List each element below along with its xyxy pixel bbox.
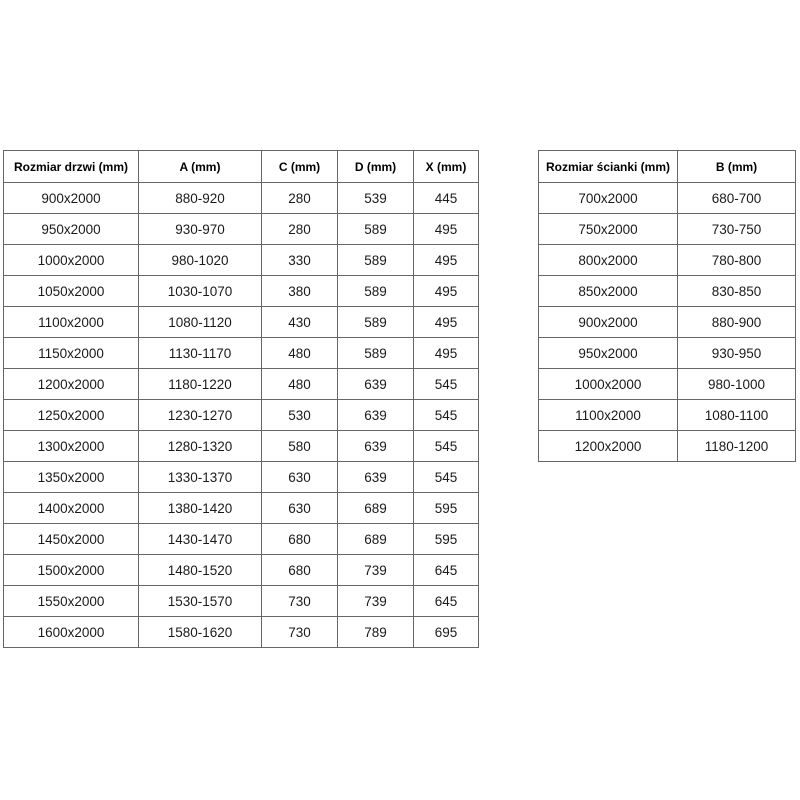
table-row [4, 276, 479, 307]
table-cell: 595 [414, 493, 479, 524]
table-cell: 545 [414, 400, 479, 431]
table-cell: 589 [338, 276, 414, 307]
table-cell: 689 [338, 493, 414, 524]
table-cell: 900x2000 [539, 307, 678, 338]
table-cell: 430 [262, 307, 338, 338]
table-cell: 445 [414, 183, 479, 214]
table-cell: 1430-1470 [139, 524, 262, 555]
table-row [539, 183, 796, 214]
door-sizes-table [3, 150, 479, 648]
column-header: Rozmiar drzwi (mm) [4, 151, 139, 183]
table-row [539, 214, 796, 245]
table-cell: 1480-1520 [139, 555, 262, 586]
table-row [4, 617, 479, 648]
table-cell: 730-750 [678, 214, 796, 245]
table-row [539, 245, 796, 276]
table-cell: 639 [338, 369, 414, 400]
table-row [4, 555, 479, 586]
table-cell: 639 [338, 462, 414, 493]
table-cell: 645 [414, 555, 479, 586]
table-cell: 980-1020 [139, 245, 262, 276]
table-cell: 1080-1120 [139, 307, 262, 338]
table-header-row [539, 151, 796, 183]
table-row [539, 400, 796, 431]
table-cell: 595 [414, 524, 479, 555]
table-cell: 630 [262, 493, 338, 524]
table-row [4, 493, 479, 524]
table-cell: 680 [262, 524, 338, 555]
table-cell: 789 [338, 617, 414, 648]
table-cell: 1080-1100 [678, 400, 796, 431]
table-row [4, 400, 479, 431]
table-cell: 1200x2000 [539, 431, 678, 462]
table-cell: 730 [262, 586, 338, 617]
wall-sizes-table-head [539, 151, 796, 183]
table-cell: 1130-1170 [139, 338, 262, 369]
table-cell: 1030-1070 [139, 276, 262, 307]
table-cell: 1000x2000 [539, 369, 678, 400]
table-cell: 639 [338, 431, 414, 462]
table-cell: 1230-1270 [139, 400, 262, 431]
table-cell: 1180-1220 [139, 369, 262, 400]
table-cell: 545 [414, 369, 479, 400]
table-cell: 850x2000 [539, 276, 678, 307]
table-cell: 680 [262, 555, 338, 586]
table-cell: 780-800 [678, 245, 796, 276]
table-cell: 695 [414, 617, 479, 648]
table-cell: 589 [338, 338, 414, 369]
table-row [539, 431, 796, 462]
table-cell: 630 [262, 462, 338, 493]
table-cell: 1300x2000 [4, 431, 139, 462]
table-cell: 880-920 [139, 183, 262, 214]
table-cell: 545 [414, 462, 479, 493]
table-cell: 589 [338, 245, 414, 276]
table-cell: 1500x2000 [4, 555, 139, 586]
table-cell: 1450x2000 [4, 524, 139, 555]
table-cell: 1100x2000 [539, 400, 678, 431]
table-cell: 1280-1320 [139, 431, 262, 462]
table-row [4, 369, 479, 400]
table-cell: 689 [338, 524, 414, 555]
table-cell: 280 [262, 214, 338, 245]
table-cell: 950x2000 [539, 338, 678, 369]
wall-sizes-table [538, 150, 796, 462]
wall-sizes-table-body [539, 183, 796, 462]
table-cell: 1050x2000 [4, 276, 139, 307]
table-row [4, 524, 479, 555]
table-cell: 495 [414, 307, 479, 338]
table-cell: 380 [262, 276, 338, 307]
table-cell: 1250x2000 [4, 400, 139, 431]
table-row [539, 307, 796, 338]
table-cell: 495 [414, 214, 479, 245]
table-cell: 830-850 [678, 276, 796, 307]
table-cell: 589 [338, 214, 414, 245]
door-sizes-table-body [4, 183, 479, 648]
column-header: B (mm) [678, 151, 796, 183]
table-cell: 495 [414, 338, 479, 369]
table-row [4, 214, 479, 245]
table-cell: 1180-1200 [678, 431, 796, 462]
table-cell: 1330-1370 [139, 462, 262, 493]
table-cell: 330 [262, 245, 338, 276]
table-cell: 480 [262, 369, 338, 400]
table-cell: 1380-1420 [139, 493, 262, 524]
table-cell: 580 [262, 431, 338, 462]
table-cell: 280 [262, 183, 338, 214]
table-cell: 739 [338, 555, 414, 586]
table-cell: 639 [338, 400, 414, 431]
table-cell: 900x2000 [4, 183, 139, 214]
column-header: A (mm) [139, 151, 262, 183]
table-cell: 589 [338, 307, 414, 338]
table-cell: 930-970 [139, 214, 262, 245]
table-cell: 1400x2000 [4, 493, 139, 524]
table-row [539, 276, 796, 307]
table-cell: 1200x2000 [4, 369, 139, 400]
table-cell: 680-700 [678, 183, 796, 214]
table-cell: 495 [414, 276, 479, 307]
table-cell: 539 [338, 183, 414, 214]
table-row [539, 369, 796, 400]
table-cell: 645 [414, 586, 479, 617]
table-row [4, 462, 479, 493]
table-row [539, 338, 796, 369]
table-cell: 1580-1620 [139, 617, 262, 648]
table-row [4, 431, 479, 462]
door-sizes-table-head [4, 151, 479, 183]
table-cell: 880-900 [678, 307, 796, 338]
table-cell: 480 [262, 338, 338, 369]
table-row [4, 245, 479, 276]
table-cell: 800x2000 [539, 245, 678, 276]
table-header-row [4, 151, 479, 183]
table-cell: 739 [338, 586, 414, 617]
table-cell: 1550x2000 [4, 586, 139, 617]
table-cell: 700x2000 [539, 183, 678, 214]
table-cell: 530 [262, 400, 338, 431]
table-cell: 980-1000 [678, 369, 796, 400]
table-cell: 1150x2000 [4, 338, 139, 369]
table-cell: 930-950 [678, 338, 796, 369]
table-cell: 545 [414, 431, 479, 462]
table-cell: 950x2000 [4, 214, 139, 245]
table-cell: 495 [414, 245, 479, 276]
column-header: Rozmiar ścianki (mm) [539, 151, 678, 183]
table-cell: 1100x2000 [4, 307, 139, 338]
table-row [4, 183, 479, 214]
table-row [4, 338, 479, 369]
table-cell: 1600x2000 [4, 617, 139, 648]
table-row [4, 586, 479, 617]
table-cell: 1350x2000 [4, 462, 139, 493]
table-cell: 1530-1570 [139, 586, 262, 617]
table-cell: 750x2000 [539, 214, 678, 245]
table-cell: 730 [262, 617, 338, 648]
table-row [4, 307, 479, 338]
table-cell: 1000x2000 [4, 245, 139, 276]
column-header: X (mm) [414, 151, 479, 183]
column-header: C (mm) [262, 151, 338, 183]
column-header: D (mm) [338, 151, 414, 183]
